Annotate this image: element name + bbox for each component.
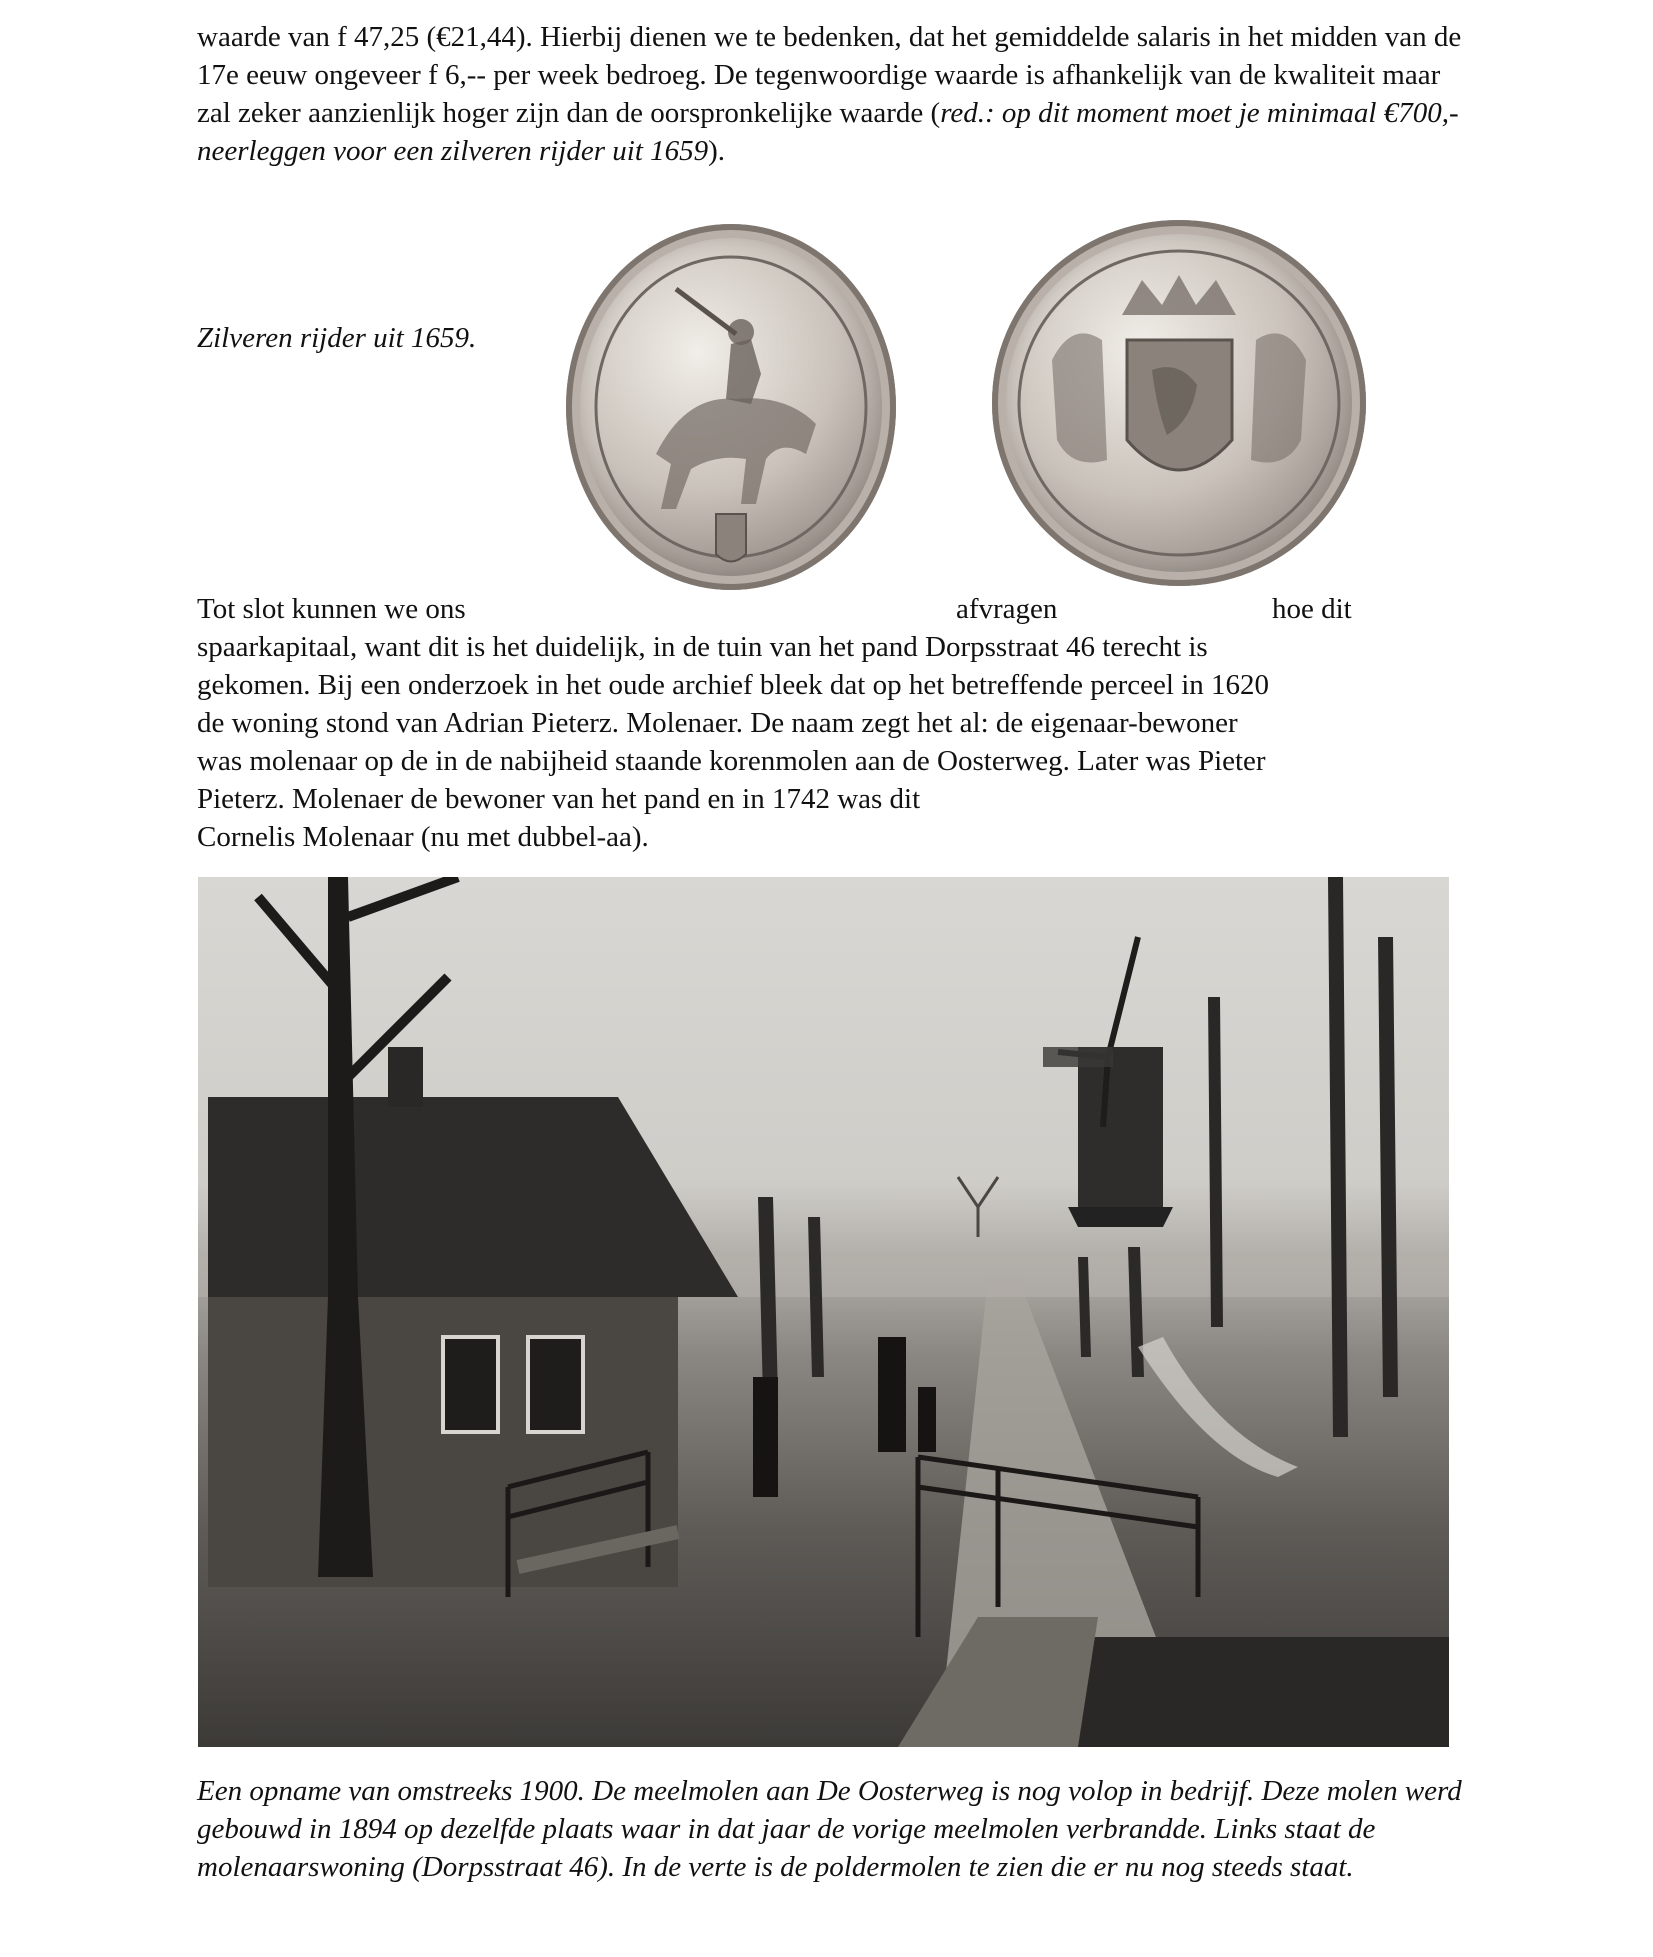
paragraph2-line: Cornelis Molenaar (nu met dubbel-aa).: [197, 821, 649, 853]
intro-text: waarde van f 47,25 (€21,44). Hierbij dienen we te bedenken, dat het gemiddelde salaris in het midden van de 17e eeuw ongeveer f 6,-- per week bedroeg. De tegenwoordige waarde is afhankelijk van de kwaliteit maar zal zeker aanzienlijk hoger zijn dan de oorspronkelijke waarde (: [197, 21, 1462, 129]
paragraph2-line: was molenaar op de in de nabijheid staande korenmolen aan de Oosterweg. Later was Pieter: [197, 745, 1266, 777]
line1-part2: afvragen: [956, 593, 1058, 625]
intro-paragraph: [197, 18, 1462, 170]
line1-part1: Tot slot kunnen we ons: [197, 593, 466, 625]
coin-caption: Zilveren rijder uit 1659.: [197, 322, 477, 354]
editor-note: red.: op dit moment moet je minimaal €700,- neerleggen voor een zilveren rijder uit 1659: [197, 97, 1459, 167]
coin-reverse-image: [992, 220, 1366, 586]
photo-caption: Een opname van omstreeks 1900. De meelmolen aan De Oosterweg is nog volop in bedrijf. Deze molen werd gebouwd in 1894 op dezelfde plaats waar in dat jaar de vorige meelmolen verbrandde. Links staat de molenaarswoning (Dorpsstraat 46). In de verte is de poldermolen te zien die er nu nog steeds staat.: [197, 1775, 1462, 1883]
intro-closing: ).: [708, 135, 726, 167]
rider-figure-icon: [566, 224, 896, 590]
historic-photo: [198, 877, 1449, 1747]
coat-of-arms-icon: [992, 220, 1366, 586]
paragraph2-line: gekomen. Bij een onderzoek in het oude archief bleek dat op het betreffende perceel in 1620: [197, 669, 1270, 701]
line1-part3: hoe dit: [1272, 593, 1352, 625]
village-scene-icon: [198, 877, 1449, 1747]
paragraph2-line: spaarkapitaal, want dit is het duidelijk, in de tuin van het pand Dorpsstraat 46 terecht is: [197, 631, 1208, 663]
coin-obverse-image: [566, 224, 896, 590]
paragraph2-body: [197, 628, 1462, 856]
paragraph2-line: de woning stond van Adrian Pieterz. Molenaer. De naam zegt het al: de eigenaar-bewoner: [197, 707, 1238, 739]
paragraph2-first-line: [197, 590, 1462, 628]
paragraph2-line: Pieterz. Molenaer de bewoner van het pand en in 1742 was dit: [197, 783, 921, 815]
